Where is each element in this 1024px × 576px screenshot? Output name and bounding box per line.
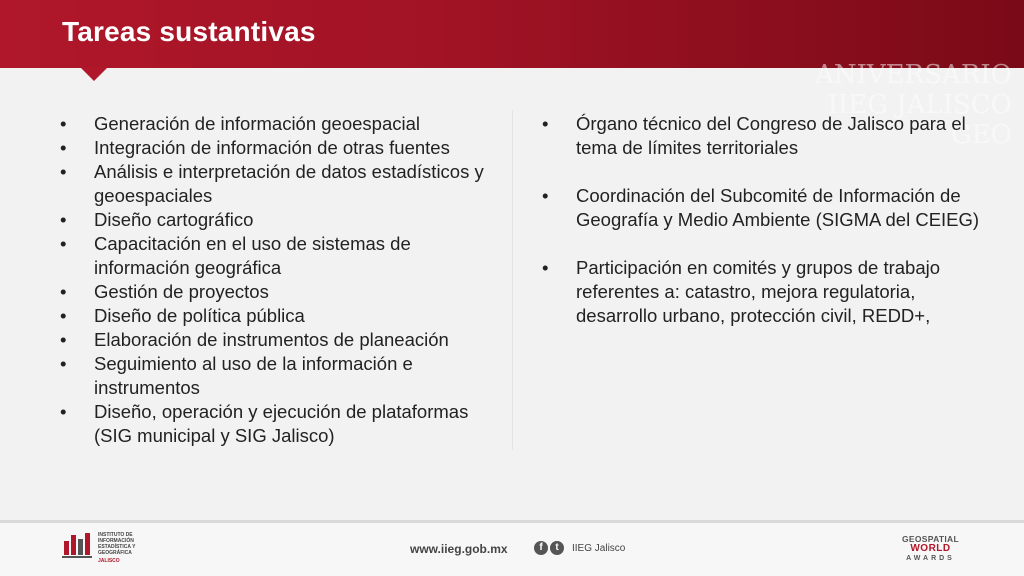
iieg-logo-icon [62, 531, 92, 565]
right-bullet-list [542, 112, 982, 328]
list-item: • Diseño cartográfico [60, 208, 500, 232]
list-item: • Capacitación en el uso de sistemas de información geográfica [60, 232, 500, 280]
list-item: • Diseño de política pública [60, 304, 500, 328]
slide-title: Tareas sustantivas [62, 16, 316, 47]
award-line2: WORLD [910, 543, 951, 554]
header-bar [0, 0, 1024, 68]
left-bullet-list [60, 112, 500, 448]
watermark-line: GEO [950, 120, 1012, 150]
list-item: • Elaboración de instrumentos de planeación [60, 328, 500, 352]
list-item: • Coordinación del Subcomité de Información de Geografía y Medio Ambiente (SIGMA del CEIEG) [542, 184, 982, 232]
list-item: • Órgano técnico del Congreso de Jalisco para el tema de límites territoriales [542, 112, 982, 160]
twitter-icon[interactable]: t [550, 541, 564, 555]
left-column [60, 112, 500, 448]
list-item: • Generación de información geoespacial [60, 112, 500, 136]
iieg-logo-text: INSTITUTO DE INFORMACIÓN ESTADÍSTICA Y GEOGRÁFICA JALISCO [98, 532, 136, 564]
geospatial-award-logo [902, 534, 959, 564]
facebook-icon[interactable]: f [534, 541, 548, 555]
list-item: • Análisis e interpretación de datos estadísticos y geoespaciales [60, 160, 500, 208]
list-item: • Participación en comités y grupos de trabajo referentes a: catastro, mejora regulatoria, desarrollo urbano, protección civil, REDD+, [542, 256, 982, 328]
list-item: • Seguimiento al uso de la información e instrumentos [60, 352, 500, 400]
footer-social [534, 541, 625, 555]
iieg-logo [62, 530, 146, 566]
list-item: • Integración de información de otras fuentes [60, 136, 500, 160]
column-divider [512, 110, 513, 450]
right-column [542, 112, 982, 352]
award-line3: AWARDS [906, 555, 955, 562]
list-item: • Diseño, operación y ejecución de plataformas (SIG municipal y SIG Jalisco) [60, 400, 500, 448]
award-line1: GEOSPATIAL [902, 534, 959, 544]
watermark-line: IIEG JALISCO [827, 90, 1012, 120]
header-notch [80, 67, 108, 81]
watermark-line: ANIVERSARIO [815, 60, 1012, 90]
list-item: • Gestión de proyectos [60, 280, 500, 304]
footer-url[interactable]: www.iieg.gob.mx [410, 542, 508, 556]
footer-bar [0, 523, 1024, 576]
social-handle: IIEG Jalisco [572, 542, 626, 554]
